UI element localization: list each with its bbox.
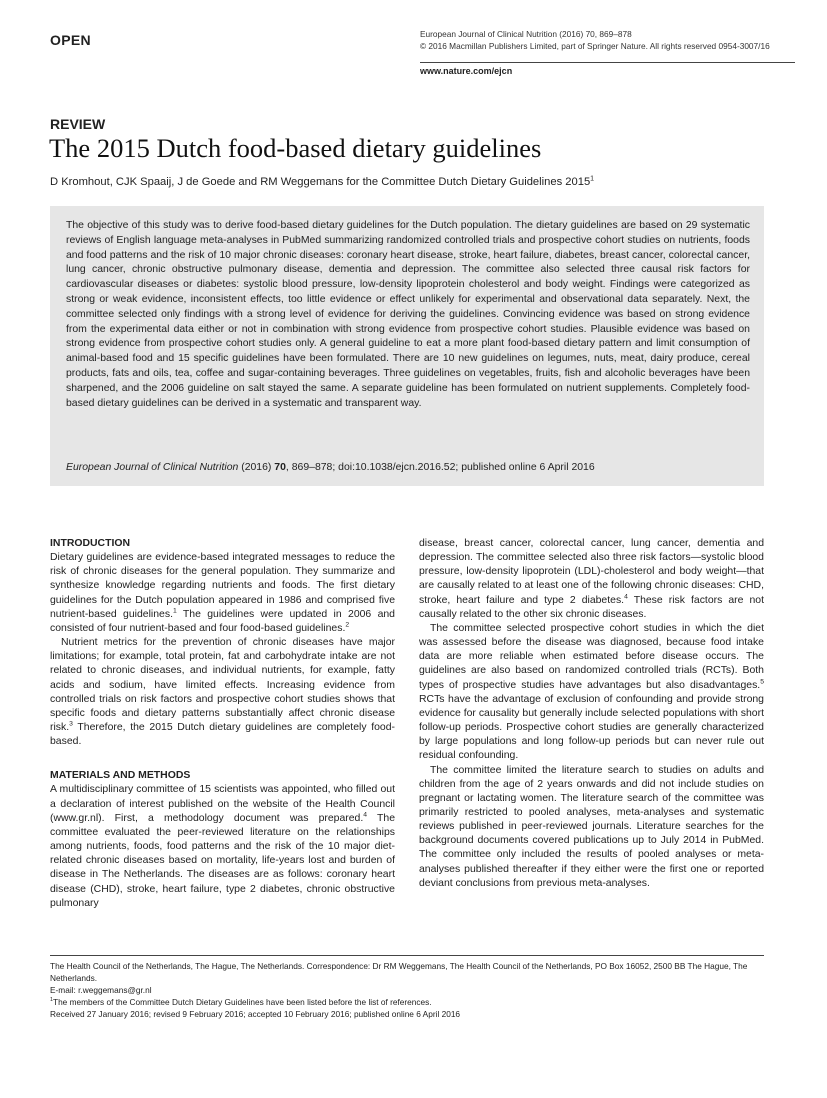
ref-marker[interactable]: 5 [760, 678, 764, 686]
citation-details: , 869–878; doi:10.1038/ejcn.2016.52; published online 6 April 2016 [285, 462, 595, 473]
ref-marker[interactable]: 3 [69, 720, 73, 728]
methods-p1-text-a: A multidisciplinary committee of 15 scientists was appointed, who filled out a declaration of interest published on the website of the Health Council (www.gr.nl). First, a methodology document was prepared. [50, 784, 395, 824]
intro-paragraph-1 [50, 551, 395, 636]
section-gap [50, 749, 395, 769]
right-p1-text-a: disease, breast cancer, colorectal cancer, lung cancer, dementia and depression. The committee selected also three risk factors—systolic blood pressure, low-density lipoprotein (LDL)-cholesterol and body weight—that are causally related to at least one of the following chronic diseases: CHD, stroke, heart failure and type 2 diabetes. [419, 538, 764, 606]
intro-p1-text-a: Dietary guidelines are evidence-based integrated messages to reduce the risk of chronic diseases for the general population. They summarize and synthesize knowledge regarding nutrients and foods. The first dietary guidelines for the Dutch population appeared in 1986 and comprised five nutrient-based guidelines. [50, 552, 395, 620]
footnotes [50, 960, 765, 1020]
ref-marker[interactable]: 4 [624, 593, 628, 601]
citation-volume: 70 [274, 462, 286, 473]
header-divider [420, 62, 795, 63]
copyright-line: © 2016 Macmillan Publishers Limited, part of Springer Nature. All rights reserved 0954-3007/16 [420, 40, 770, 51]
methods-paragraph-4: The committee limited the literature search to studies on adults and children from the age of 2 years onwards and did not include studies on pregnant or lactating women. The literature search of the committee was primarily restricted to pooled analyses, meta-analyses and systematic reviews published in peer-reviewed journals. Literature searches for the background documents covered publications up to July 2014 in PubMed. The committee only included the results of pooled analyses or meta-analyses published thereafter if they either were the first one or reported deviant conclusions from previous meta-analyses. [419, 764, 764, 889]
journal-info [420, 29, 795, 52]
article-type-label: REVIEW [50, 116, 106, 132]
methods-paragraph-1 [50, 783, 395, 910]
body-column-right [419, 537, 764, 891]
right-p2-text-a: The committee selected prospective cohort studies in which the diet was assessed before the disease was diagnosed, because food intake data are more reliable when estimated before disease occurs. The guidelines are also based on randomized controlled trials (RCTs). Both types of prospective studies have advantages but also disadvantages. [419, 622, 764, 691]
right-p1-text-b: These risk factors are not causally related to the other six chronic diseases. [419, 594, 764, 620]
citation-year: (2016) [238, 462, 275, 473]
ref-marker[interactable]: 1 [172, 607, 177, 615]
ref-marker[interactable]: 2 [345, 621, 350, 629]
correspondence-email[interactable]: E-mail: r.weggemans@gr.nl [50, 985, 152, 995]
intro-p2-text-b: Therefore, the 2015 Dutch dietary guidelines are completely food-based. [50, 722, 395, 748]
abstract-box [50, 206, 764, 486]
intro-p2-text-a: Nutrient metrics for the prevention of chronic diseases have major limitations; for example, total protein, fat and carbohydrate intake are not related to chronic diseases, and individual nutrients, for example, fatty acids and sodium, have limited effects. Increasing evidence from controlled trials on risk factors and prospective cohort studies shows that specific foods and dietary patterns substantially affect chronic disease risk. [50, 637, 395, 734]
body-column-left [50, 537, 395, 911]
article-title: The 2015 Dutch food-based dietary guidelines [49, 133, 542, 163]
methods-p1-text-b: The committee evaluated the peer-reviewed literature on the relationships among nutrients, foods, food patterns and the risk of the 10 major diet-related chronic diseases based on mortality, life-years lost and burden of disease in The Netherlands. The diseases are as follows: coronary heart disease (CHD), stroke, heart failure, type 2 diabetes, chronic obstructive pulmonary [50, 812, 395, 909]
methods-paragraph-2 [419, 537, 764, 622]
authors-text: D Kromhout, CJK Spaaij, J de Goede and RM Weggemans for the Committee Dutch Dietary Guidelines 2015 [50, 176, 591, 188]
committee-note-text: The members of the Committee Dutch Dietary Guidelines have been listed before the list of references. [53, 997, 432, 1007]
intro-p1-text-b: The guidelines were updated in 2006 and consisted of four nutrient-based and four food-based guidelines. [50, 608, 395, 634]
citation-journal: European Journal of Clinical Nutrition [66, 462, 239, 473]
authors-footnote-marker[interactable]: 1 [590, 175, 595, 183]
open-access-label: OPEN [50, 32, 91, 48]
affiliation-note: The Health Council of the Netherlands, The Hague, The Netherlands. Correspondence: Dr RM Weggemans, The Health Council of the Netherlands, PO Box 16052, 2500 BB The Hague, The Netherlands. [50, 961, 748, 983]
footnote-divider [50, 955, 764, 956]
methods-paragraph-3 [419, 622, 764, 764]
methods-heading: MATERIALS AND METHODS [50, 770, 191, 782]
journal-citation-line: European Journal of Clinical Nutrition (2016) 70, 869–878 [420, 29, 632, 39]
abstract-text: The objective of this study was to derive food-based dietary guidelines for the Dutch population. The dietary guidelines are based on 29 systematic reviews of English language meta-analyses in PubMed summarizing randomized controlled trials and prospective cohort studies on nutrients, foods and food patterns and the risk of 10 major chronic diseases: coronary heart disease, stroke, heart failure, diabetes, breast cancer, colorectal cancer, lung cancer, chronic obstructive pulmonary disease, dementia and depression. The committee also selected three causal risk factors for cardiovascular diseases or diabetes: systolic blood pressure, low-density lipoprotein cholesterol and body weight. Findings were categorized as strong or weak evidence, inconsistent effects, too little evidence or effect unlikely for experimental and observational data separately. Next, the committee selected only findings with a strong level of evidence for deriving the guidelines. Convincing evidence was based on strong evidence from the experimental data either or not in combination with strong evidence from prospective cohort studies. Plausible evidence was based on strong evidence from prospective cohort studies only. A general guideline to eat a more plant food-based dietary pattern and limit consumption of animal-based food and 15 specific guidelines have been formulated. There are 10 new guidelines on legumes, nuts, meat, dairy produce, cereal products, fats and oils, tea, coffee and sugar-containing beverages. Three guidelines on vegetables, fruits, fish and alcoholic beverages have been sharpened, and the 2006 guideline on salt stayed the same. A separate guideline has been formulated on nutrient supplements. Completely food-based dietary guidelines can be derived in a systematic and transparent way. [66, 220, 750, 409]
ref-marker[interactable]: 4 [363, 811, 368, 819]
footnote-marker: 1 [50, 997, 53, 1004]
introduction-heading: INTRODUCTION [50, 538, 131, 549]
author-list [50, 176, 594, 188]
intro-paragraph-2 [50, 636, 395, 749]
right-p2-text-b: RCTs have the advantage of exclusion of confounding and provide strong evidence for causality but generally include selected populations with short follow-up periods. Prospective cohort studies are generally characterized by large populations and long follow-up periods but can never rule out residual confounding. [419, 693, 764, 762]
received-dates: Received 27 January 2016; revised 9 February 2016; accepted 10 February 2016; published online 6 April 2016 [50, 1009, 461, 1019]
journal-url-link[interactable]: www.nature.com/ejcn [420, 66, 513, 76]
committee-note [50, 996, 765, 1008]
abstract-citation [66, 462, 595, 473]
